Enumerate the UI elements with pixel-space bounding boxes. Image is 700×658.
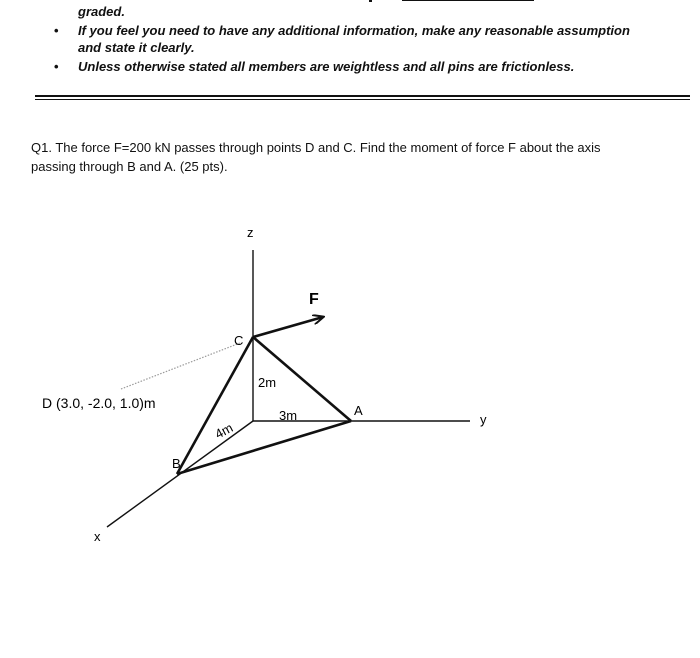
bullet-icon: •: [54, 23, 59, 38]
question-text: Q1. The force F=200 kN passes through points D and C. Find the moment of force F about the axis passing through B and A. (25 pts).: [31, 140, 601, 174]
dimension-horizontal-label: 3m: [279, 408, 298, 423]
point-a-label: A: [354, 403, 363, 418]
dimension-vertical-label: 2m: [258, 375, 277, 390]
force-label: F: [309, 291, 319, 308]
bullet-icon: •: [54, 59, 59, 74]
dimension-diagonal-label: 4m: [212, 419, 236, 442]
point-d-label: D (3.0, -2.0, 1.0)m: [42, 395, 156, 411]
z-axis-label: z: [247, 225, 254, 240]
point-c-label: C: [234, 333, 244, 348]
instruction-text: If you feel you need to have any additional information, make any reasonable assumption and state it clearly.: [78, 23, 630, 55]
instruction-text: Unless otherwise stated all members are weightless and all pins are frictionless.: [78, 59, 575, 74]
y-axis-label: y: [480, 412, 487, 427]
point-b-label: B: [172, 456, 181, 471]
x-axis-label: x: [94, 529, 101, 544]
dc-dotted-line: [121, 343, 240, 389]
force-arrow: [253, 317, 323, 337]
graded-fragment: graded.: [78, 4, 125, 19]
